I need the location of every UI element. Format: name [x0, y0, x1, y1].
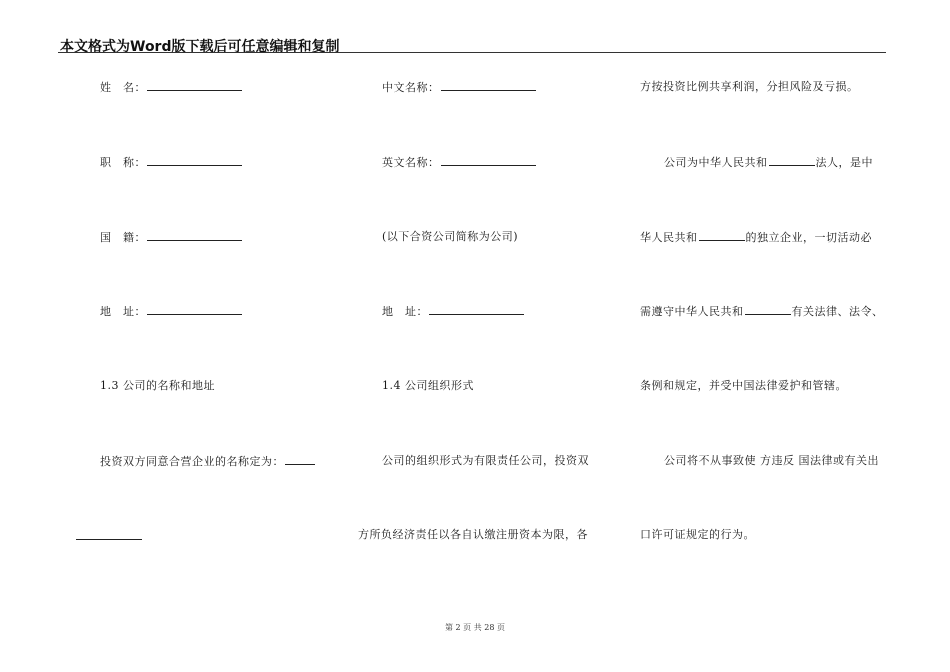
- col3-line-2b: 法人，是中: [815, 156, 873, 169]
- address-label-1: 地 址：: [100, 305, 146, 318]
- col3-line-2a: 公司为中华人民共和: [664, 156, 768, 169]
- abbrev-note: (以下合资公司简称为公司): [382, 230, 519, 243]
- en-name-blank[interactable]: [441, 155, 536, 166]
- section-1-4-heading: 1.4 公司组织形式: [382, 379, 474, 392]
- address-field-row-1: [100, 304, 243, 319]
- jv-name-blank-b[interactable]: [76, 539, 142, 540]
- en-name-field-row: [382, 155, 537, 170]
- title-blank[interactable]: [147, 155, 242, 166]
- cn-name-field-row: [382, 80, 537, 95]
- col3-line-3b: 的独立企业，一切活动必: [745, 231, 872, 244]
- col3-line-7: 口许可证规定的行为。: [640, 528, 755, 541]
- col3-line-4: [640, 304, 884, 319]
- name-label: 姓 名：: [100, 81, 146, 94]
- col3-line-6: 公司将不从事致使 方违反 国法律或有关出: [664, 454, 879, 467]
- col3-blank-1[interactable]: [769, 155, 815, 166]
- address-blank-2[interactable]: [429, 304, 524, 315]
- col3-line-4b: 有关法律、法令、: [791, 305, 884, 318]
- col3-line-2: [664, 155, 873, 170]
- col3-line-4a: 需遵守中华人民共和: [640, 305, 744, 318]
- name-blank[interactable]: [147, 80, 242, 91]
- address-label-2: 地 址：: [382, 305, 428, 318]
- document-header-title: 本文格式为Word版下载后可任意编辑和复制: [60, 39, 340, 55]
- title-field-row: [100, 155, 243, 170]
- address-field-row-2: [382, 304, 525, 319]
- header-divider: [58, 52, 886, 53]
- cn-name-blank[interactable]: [441, 80, 536, 91]
- liability-text: 方所负经济责任以各自认缴注册资本为限，各: [358, 528, 588, 541]
- nationality-blank[interactable]: [147, 230, 242, 241]
- cn-name-label: 中文名称：: [382, 81, 440, 94]
- page-number-footer: 第 2 页 共 28 页: [445, 623, 505, 632]
- col3-blank-2[interactable]: [699, 230, 745, 241]
- address-blank-1[interactable]: [147, 304, 242, 315]
- title-label: 职 称：: [100, 156, 146, 169]
- jv-name-text: 投资双方同意合营企业的名称定为：: [100, 455, 284, 468]
- col3-line-1: 方按投资比例共享利润，分担风险及亏损。: [640, 80, 859, 93]
- jv-name-row: [100, 454, 316, 469]
- nationality-field-row: [100, 230, 243, 245]
- section-1-3-heading: 1.3 公司的名称和地址: [100, 379, 215, 392]
- col3-line-5: 条例和规定，并受中国法律爱护和管辖。: [640, 379, 847, 392]
- name-field-row: [100, 80, 243, 95]
- en-name-label: 英文名称：: [382, 156, 440, 169]
- nationality-label: 国 籍：: [100, 231, 146, 244]
- jv-name-blank-a[interactable]: [285, 454, 315, 465]
- org-form-text: 公司的组织形式为有限责任公司，投资双: [382, 454, 589, 467]
- col3-line-3a: 华人民共和: [640, 231, 698, 244]
- col3-line-3: [640, 230, 872, 245]
- col3-blank-3[interactable]: [745, 304, 791, 315]
